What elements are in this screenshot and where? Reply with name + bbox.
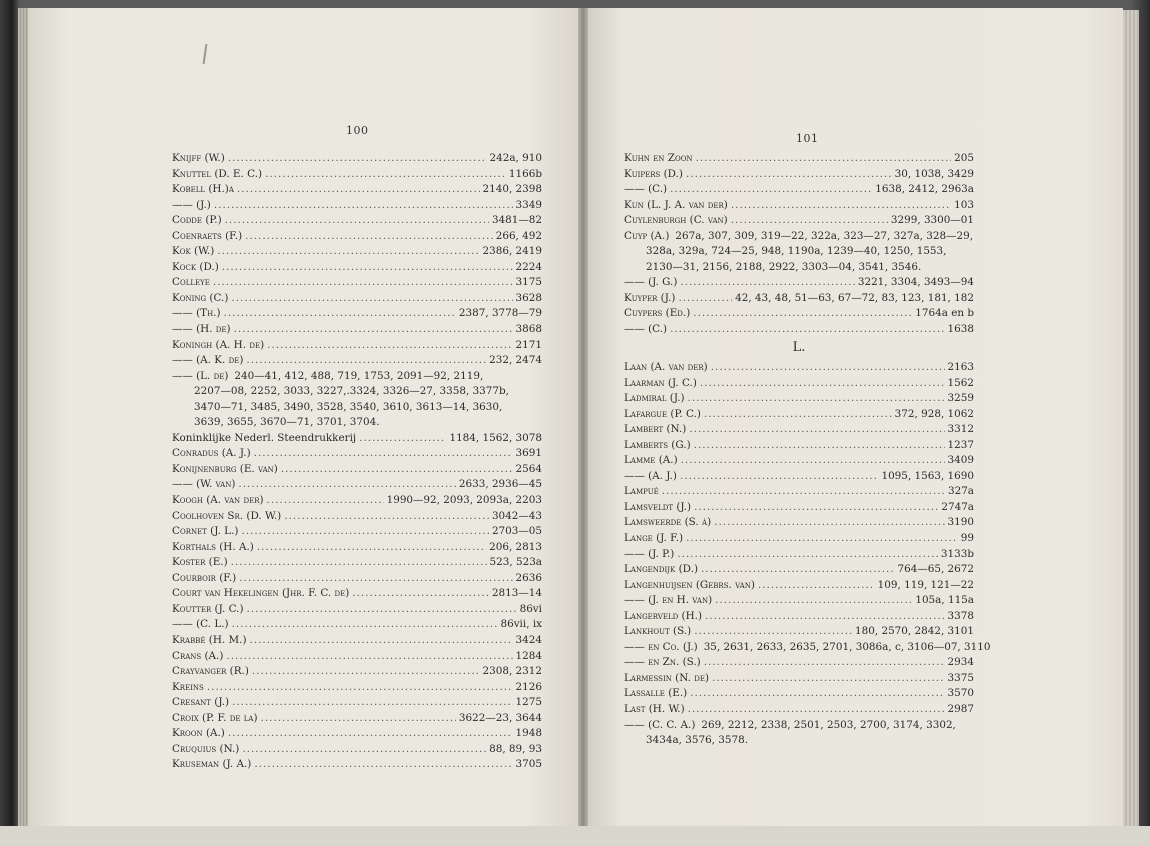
leader-dots <box>704 655 945 671</box>
entry-name: Coenraets (F.) <box>172 229 243 242</box>
entry-name: Lamme (A.) <box>624 454 678 467</box>
index-entry <box>172 322 542 338</box>
index-entry <box>172 757 542 773</box>
leader-dots <box>670 322 944 338</box>
leader-dots <box>694 624 852 640</box>
leader-dots <box>681 453 945 469</box>
bottom-edge <box>0 826 1150 846</box>
entry-name: —— (H. de) <box>172 323 231 336</box>
entry-name: Kroon (A.) <box>172 727 225 740</box>
leader-dots <box>352 586 489 602</box>
entry-name: Colleye <box>172 276 210 289</box>
entry-name: —— (Th.) <box>172 307 221 320</box>
index-entry <box>624 655 974 671</box>
entry-refs: 109, 119, 121—22 <box>877 578 974 591</box>
entry-refs: 242a, 910 <box>489 152 542 164</box>
entry-refs: 180, 2570, 2842, 3101 <box>855 625 974 638</box>
entry-refs: 1562 <box>947 376 974 389</box>
leader-dots <box>245 229 493 245</box>
leader-dots <box>680 275 854 291</box>
entry-refs: 86vii, ix <box>500 618 542 631</box>
entry-name: Cornet (J. L.) <box>172 525 239 538</box>
entry-name: Koningh (A. H. de) <box>172 338 265 351</box>
entry-refs: 1166b <box>508 167 542 180</box>
index-entry <box>172 291 542 307</box>
entry-refs: 99 <box>960 532 974 545</box>
index-entry <box>172 229 542 245</box>
entry-refs: 1638, 2412, 2963a <box>875 183 974 196</box>
entry-refs: 2171 <box>515 338 542 351</box>
index-entry <box>172 586 542 602</box>
entry-refs: 1095, 1563, 1690 <box>881 469 974 482</box>
leader-dots <box>694 500 938 516</box>
index-entry <box>172 462 542 478</box>
leader-dots <box>225 213 489 229</box>
entry-refs: 1237 <box>947 438 974 451</box>
entry-refs: 88, 89, 93 <box>489 742 542 755</box>
entry-refs-continued: 3470—71, 3485, 3490, 3528, 3540, 3610, 3613—14, 3630, <box>194 400 503 413</box>
index-entry <box>624 306 974 322</box>
index-entry <box>624 453 974 469</box>
index-entry <box>172 260 542 276</box>
entry-refs: 1764a en b <box>915 307 974 320</box>
leader-dots <box>680 469 878 485</box>
entry-name: Lamberts (G.) <box>624 438 691 451</box>
index-entry <box>624 167 974 183</box>
leader-dots <box>214 198 513 214</box>
entry-name: Kun (L. J. A. van der) <box>624 198 728 211</box>
leader-dots <box>686 531 958 547</box>
entry-refs: 523, 523a <box>489 556 542 569</box>
entry-refs: 3378 <box>947 609 974 622</box>
entry-refs: 206, 2813 <box>489 540 542 553</box>
entry-refs-continued: 2207—08, 2252, 3033, 3227,.3324, 3326—27, 3358, 3377b, <box>194 385 509 398</box>
leader-dots <box>688 391 945 407</box>
leader-dots <box>670 182 872 198</box>
index-entry <box>172 602 542 618</box>
leader-dots <box>701 562 895 578</box>
entry-name: —— en Co. (J.) <box>624 640 698 653</box>
leader-dots <box>731 213 888 229</box>
entry-refs: 2934 <box>947 656 974 669</box>
entry-name: Koogh (A. van der) <box>172 494 264 507</box>
index-entry <box>172 477 542 493</box>
entry-refs: 232, 2474 <box>489 354 542 367</box>
leader-dots <box>686 167 892 183</box>
leader-dots <box>232 695 513 711</box>
right-index-column-k <box>624 151 974 338</box>
entry-name: —— (L. de) <box>172 369 229 382</box>
index-entry <box>172 664 542 680</box>
leader-dots <box>239 571 512 587</box>
index-entry <box>624 407 974 423</box>
leader-dots <box>267 338 512 354</box>
entry-name: Cruquius (N.) <box>172 742 240 755</box>
entry-name: Courboir (F.) <box>172 571 237 584</box>
leader-dots <box>231 291 512 307</box>
leader-dots <box>254 446 513 462</box>
entry-name: Kuyper (J.) <box>624 291 676 304</box>
index-entry <box>624 469 974 485</box>
leader-dots <box>712 671 945 687</box>
index-entry <box>624 422 974 438</box>
index-entry <box>624 229 974 245</box>
entry-refs: 205 <box>954 152 974 164</box>
entry-name: Kok (W.) <box>172 245 215 258</box>
entry-name: —— (C.) <box>624 323 668 336</box>
entry-refs: 2703—05 <box>491 525 542 538</box>
entry-refs: 3190 <box>947 516 974 529</box>
entry-name: Last (H. W.) <box>624 703 685 716</box>
index-entry <box>624 291 974 307</box>
entry-refs: 1184, 1562, 3078 <box>449 431 542 444</box>
entry-name: Lafargue (P. C.) <box>624 407 701 420</box>
index-entry <box>624 609 974 625</box>
leader-dots <box>234 322 513 338</box>
index-entry <box>172 275 542 291</box>
index-entry <box>172 369 542 385</box>
entry-name: Larmessin (N. de) <box>624 671 710 684</box>
entry-name: —— en Zn. (S.) <box>624 656 701 669</box>
index-entry <box>624 500 974 516</box>
index-entry <box>172 151 542 167</box>
entry-name: —— (C. C. A.) <box>624 718 696 731</box>
index-entry <box>624 702 974 718</box>
entry-refs: 267a, 307, 309, 319—22, 322a, 323—27, 327a, 328—29, <box>675 229 974 242</box>
entry-refs: 3349 <box>515 198 542 211</box>
entry-name: Knijff (W.) <box>172 152 225 164</box>
index-entry <box>172 540 542 556</box>
entry-refs: 2747a <box>941 500 974 513</box>
index-entry <box>624 391 974 407</box>
right-page-edges <box>1123 10 1139 826</box>
entry-refs: 3570 <box>947 687 974 700</box>
index-entry <box>172 711 542 727</box>
entry-refs: 269, 2212, 2338, 2501, 2503, 2700, 3174, 3302, <box>701 718 956 731</box>
index-entry <box>172 244 542 260</box>
index-entry <box>172 649 542 665</box>
leader-dots <box>228 151 487 167</box>
leader-dots <box>237 182 480 198</box>
index-entry <box>172 198 542 214</box>
index-entry <box>172 633 542 649</box>
entry-refs: 3409 <box>947 454 974 467</box>
entry-refs: 2140, 2398 <box>482 183 542 196</box>
entry-name: Koninklijke Nederl. Steendrukkerij <box>172 431 357 444</box>
index-entry <box>624 562 974 578</box>
leader-dots <box>241 524 488 540</box>
entry-refs: 30, 1038, 3429 <box>894 167 974 180</box>
entry-name: —— (C.) <box>624 183 668 196</box>
index-entry <box>624 593 974 609</box>
leader-dots <box>677 547 938 563</box>
leader-dots <box>700 376 945 392</box>
entry-name: Crayvanger (R.) <box>172 665 249 678</box>
entry-refs: 3259 <box>947 392 974 405</box>
leader-dots <box>228 726 513 742</box>
entry-refs: 2813—14 <box>491 587 542 600</box>
leader-dots <box>207 680 513 696</box>
entry-refs: 2308, 2312 <box>482 665 542 678</box>
entry-refs: 764—65, 2672 <box>897 563 974 576</box>
leader-dots <box>689 422 944 438</box>
leader-dots <box>705 609 945 625</box>
entry-name: —— (J. P.) <box>624 547 675 560</box>
entry-refs: 1284 <box>515 649 542 662</box>
entry-name: Konijnenburg (E. van) <box>172 462 278 475</box>
index-entry <box>172 167 542 183</box>
entry-name: Kuipers (D.) <box>624 167 683 180</box>
entry-name: Lassalle (E.) <box>624 687 688 700</box>
entry-refs: 1275 <box>515 696 542 709</box>
leader-dots <box>704 407 892 423</box>
index-entry <box>624 578 974 594</box>
index-entry <box>624 718 974 734</box>
leader-dots <box>246 353 486 369</box>
entry-name: Ladmiral (J.) <box>624 392 685 405</box>
leader-dots <box>281 462 513 478</box>
leader-dots <box>222 260 513 276</box>
left-index-column <box>172 151 542 773</box>
entry-name: Kobell (H.)a <box>172 183 234 196</box>
right-page-number: 101 <box>796 132 819 145</box>
entry-name: Laarman (J. C.) <box>624 376 697 389</box>
entry-name: Crans (A.) <box>172 649 224 662</box>
leader-dots <box>711 360 945 376</box>
entry-refs: 3175 <box>515 276 542 289</box>
entry-name: —— (J. G.) <box>624 276 678 289</box>
entry-refs: 35, 2631, 2633, 2635, 2701, 3086a, c, 3106—07, 3110 <box>703 640 991 653</box>
leader-dots <box>231 555 487 571</box>
index-entry <box>172 509 542 525</box>
index-entry <box>172 555 542 571</box>
index-entry <box>624 198 974 214</box>
index-entry <box>172 493 542 509</box>
leader-dots <box>226 649 512 665</box>
leader-dots <box>242 742 486 758</box>
entry-name: Knuttel (D. E. C.) <box>172 167 263 180</box>
entry-name: Kreins <box>172 680 204 693</box>
entry-refs-continued: 328a, 329a, 724—25, 948, 1190a, 1239—40, 1250, 1553, <box>646 245 947 258</box>
entry-refs: 3312 <box>947 423 974 436</box>
section-letter-heading: L. <box>792 340 806 355</box>
entry-name: Lankhout (S.) <box>624 625 692 638</box>
entry-name: —— (A. J.) <box>624 469 677 482</box>
entry-name: Korthals (H. A.) <box>172 540 254 553</box>
entry-name: Kruseman (J. A.) <box>172 758 252 771</box>
entry-name: Court van Hekelingen (Jhr. F. C. de) <box>172 587 350 600</box>
entry-refs: 266, 492 <box>495 229 542 242</box>
index-entry <box>624 438 974 454</box>
leader-dots <box>267 493 384 509</box>
entry-refs: 103 <box>954 198 974 211</box>
index-entry <box>172 742 542 758</box>
index-entry <box>624 151 974 167</box>
entry-refs: 327a <box>947 485 974 498</box>
entry-refs: 3628 <box>515 291 542 304</box>
entry-name: Lampué <box>624 485 659 498</box>
entry-refs: 3481—82 <box>491 214 542 227</box>
index-entry <box>624 531 974 547</box>
entry-name: —— (A. K. de) <box>172 354 244 367</box>
entry-name: Krabbé (H. M.) <box>172 633 247 646</box>
entry-name: Kock (D.) <box>172 260 219 273</box>
leader-dots <box>690 686 944 702</box>
index-entry <box>172 680 542 696</box>
entry-refs: 3221, 3304, 3493—94 <box>857 276 974 289</box>
leader-dots <box>261 711 456 727</box>
index-entry <box>624 515 974 531</box>
entry-name: Koster (E.) <box>172 556 228 569</box>
entry-refs: 240—41, 412, 488, 719, 1753, 2091—92, 2119, <box>234 369 484 382</box>
entry-name: —— (J.) <box>172 198 211 211</box>
entry-refs: 3133b <box>940 547 974 560</box>
index-entry <box>172 353 542 369</box>
index-entry <box>172 695 542 711</box>
leader-dots <box>714 515 944 531</box>
entry-name: —— (W. van) <box>172 478 236 491</box>
entry-refs: 1638 <box>947 323 974 336</box>
entry-name: Croix (P. F. de la) <box>172 711 258 724</box>
index-entry <box>172 617 542 633</box>
index-entry <box>172 213 542 229</box>
entry-refs: 2386, 2419 <box>482 245 542 258</box>
leader-dots <box>254 757 512 773</box>
entry-refs: 3375 <box>947 671 974 684</box>
leader-dots <box>252 664 480 680</box>
entry-refs: 3042—43 <box>491 509 542 522</box>
left-page-edges <box>18 8 28 826</box>
entry-refs: 3424 <box>515 633 542 646</box>
leader-dots <box>678 291 732 307</box>
index-entry <box>624 640 991 656</box>
entry-refs: 2564 <box>515 462 542 475</box>
entry-name: Coolhoven Sr. (D. W.) <box>172 509 282 522</box>
index-entry <box>624 182 974 198</box>
entry-name: —— (C. L.) <box>172 618 229 631</box>
entry-refs: 3622—23, 3644 <box>458 711 542 724</box>
leader-dots <box>247 602 517 618</box>
leader-dots <box>217 244 479 260</box>
leader-dots <box>232 617 498 633</box>
left-page-number: 100 <box>346 124 369 137</box>
leader-dots <box>257 540 486 556</box>
index-entry <box>624 275 974 291</box>
entry-refs: 105a, 115a <box>915 594 974 607</box>
entry-name: Cuypers (Ed.) <box>624 307 691 320</box>
entry-refs: 3299, 3300—01 <box>890 214 974 227</box>
index-entry <box>624 671 974 687</box>
leader-dots <box>265 167 506 183</box>
leader-dots <box>224 306 456 322</box>
leader-dots <box>662 484 945 500</box>
entry-refs: 2636 <box>515 571 542 584</box>
leader-dots <box>696 151 952 167</box>
entry-refs: 42, 43, 48, 51—63, 67—72, 83, 123, 181, 182 <box>735 291 974 304</box>
entry-name: Koutter (J. C.) <box>172 602 244 615</box>
leader-dots <box>359 431 446 447</box>
index-entry <box>624 213 974 229</box>
index-entry <box>172 306 542 322</box>
entry-name: Langerveld (H.) <box>624 609 703 622</box>
entry-refs: 86vi <box>519 602 542 615</box>
entry-name: Conradus (A. J.) <box>172 447 251 460</box>
index-entry <box>172 571 542 587</box>
leader-dots <box>250 633 513 649</box>
leader-dots <box>694 438 945 454</box>
entry-refs-continued: 2130—31, 2156, 2188, 2922, 3303—04, 3541, 3546. <box>646 260 922 273</box>
index-entry <box>624 484 974 500</box>
leader-dots <box>758 578 875 594</box>
entry-name: Lamsveldt (J.) <box>624 500 692 513</box>
entry-refs: 3705 <box>515 758 542 771</box>
entry-refs: 2163 <box>947 361 974 373</box>
entry-name: Koning (C.) <box>172 291 229 304</box>
entry-refs: 2633, 2936—45 <box>458 478 542 491</box>
entry-refs: 3691 <box>515 447 542 460</box>
index-entry <box>172 446 542 462</box>
entry-name: Cuylenburgh (C. van) <box>624 214 728 227</box>
entry-name: Lange (J. F.) <box>624 532 684 545</box>
leader-dots <box>731 198 951 214</box>
entry-name: —— (J. en H. van) <box>624 594 713 607</box>
entry-name: Codde (P.) <box>172 214 222 227</box>
index-entry <box>624 322 974 338</box>
index-entry <box>624 376 974 392</box>
entry-name: Langenhuijsen (Gebrs. van) <box>624 578 755 591</box>
right-index-column-l <box>624 360 991 749</box>
leader-dots <box>238 477 455 493</box>
entry-name: Langendijk (D.) <box>624 563 698 576</box>
entry-refs: 3868 <box>515 323 542 336</box>
index-entry <box>624 360 974 376</box>
entry-refs: 1948 <box>515 727 542 740</box>
entry-refs-continued: 3639, 3655, 3670—71, 3701, 3704. <box>194 416 380 429</box>
entry-name: Kuhn en Zoon <box>624 152 693 164</box>
entry-refs: 1990—92, 2093, 2093a, 2203 <box>386 494 542 507</box>
leader-dots <box>284 509 489 525</box>
entry-name: Lamsweerde (S. à) <box>624 516 712 529</box>
entry-refs: 372, 928, 1062 <box>894 407 974 420</box>
entry-name: Cresant (J.) <box>172 696 230 709</box>
book-gutter <box>578 8 588 826</box>
leader-dots <box>688 702 945 718</box>
entry-refs: 2987 <box>947 703 974 716</box>
entry-refs: 2224 <box>515 260 542 273</box>
entry-name: Laan (A. van der) <box>624 361 708 373</box>
index-entry <box>172 524 542 540</box>
index-entry <box>624 624 974 640</box>
entry-refs-continued: 3434a, 3576, 3578. <box>646 734 749 747</box>
index-entry <box>172 338 542 354</box>
leader-dots <box>213 275 513 291</box>
index-entry <box>624 547 974 563</box>
entry-refs: 2126 <box>515 680 542 693</box>
index-entry <box>172 726 542 742</box>
index-entry <box>172 431 542 447</box>
entry-name: Cuyp (A.) <box>624 229 670 242</box>
entry-refs: 2387, 3778—79 <box>458 307 542 320</box>
entry-name: Lambert (N.) <box>624 423 687 436</box>
leader-dots <box>715 593 912 609</box>
index-entry <box>172 182 542 198</box>
index-entry <box>624 686 974 702</box>
leader-dots <box>693 306 912 322</box>
